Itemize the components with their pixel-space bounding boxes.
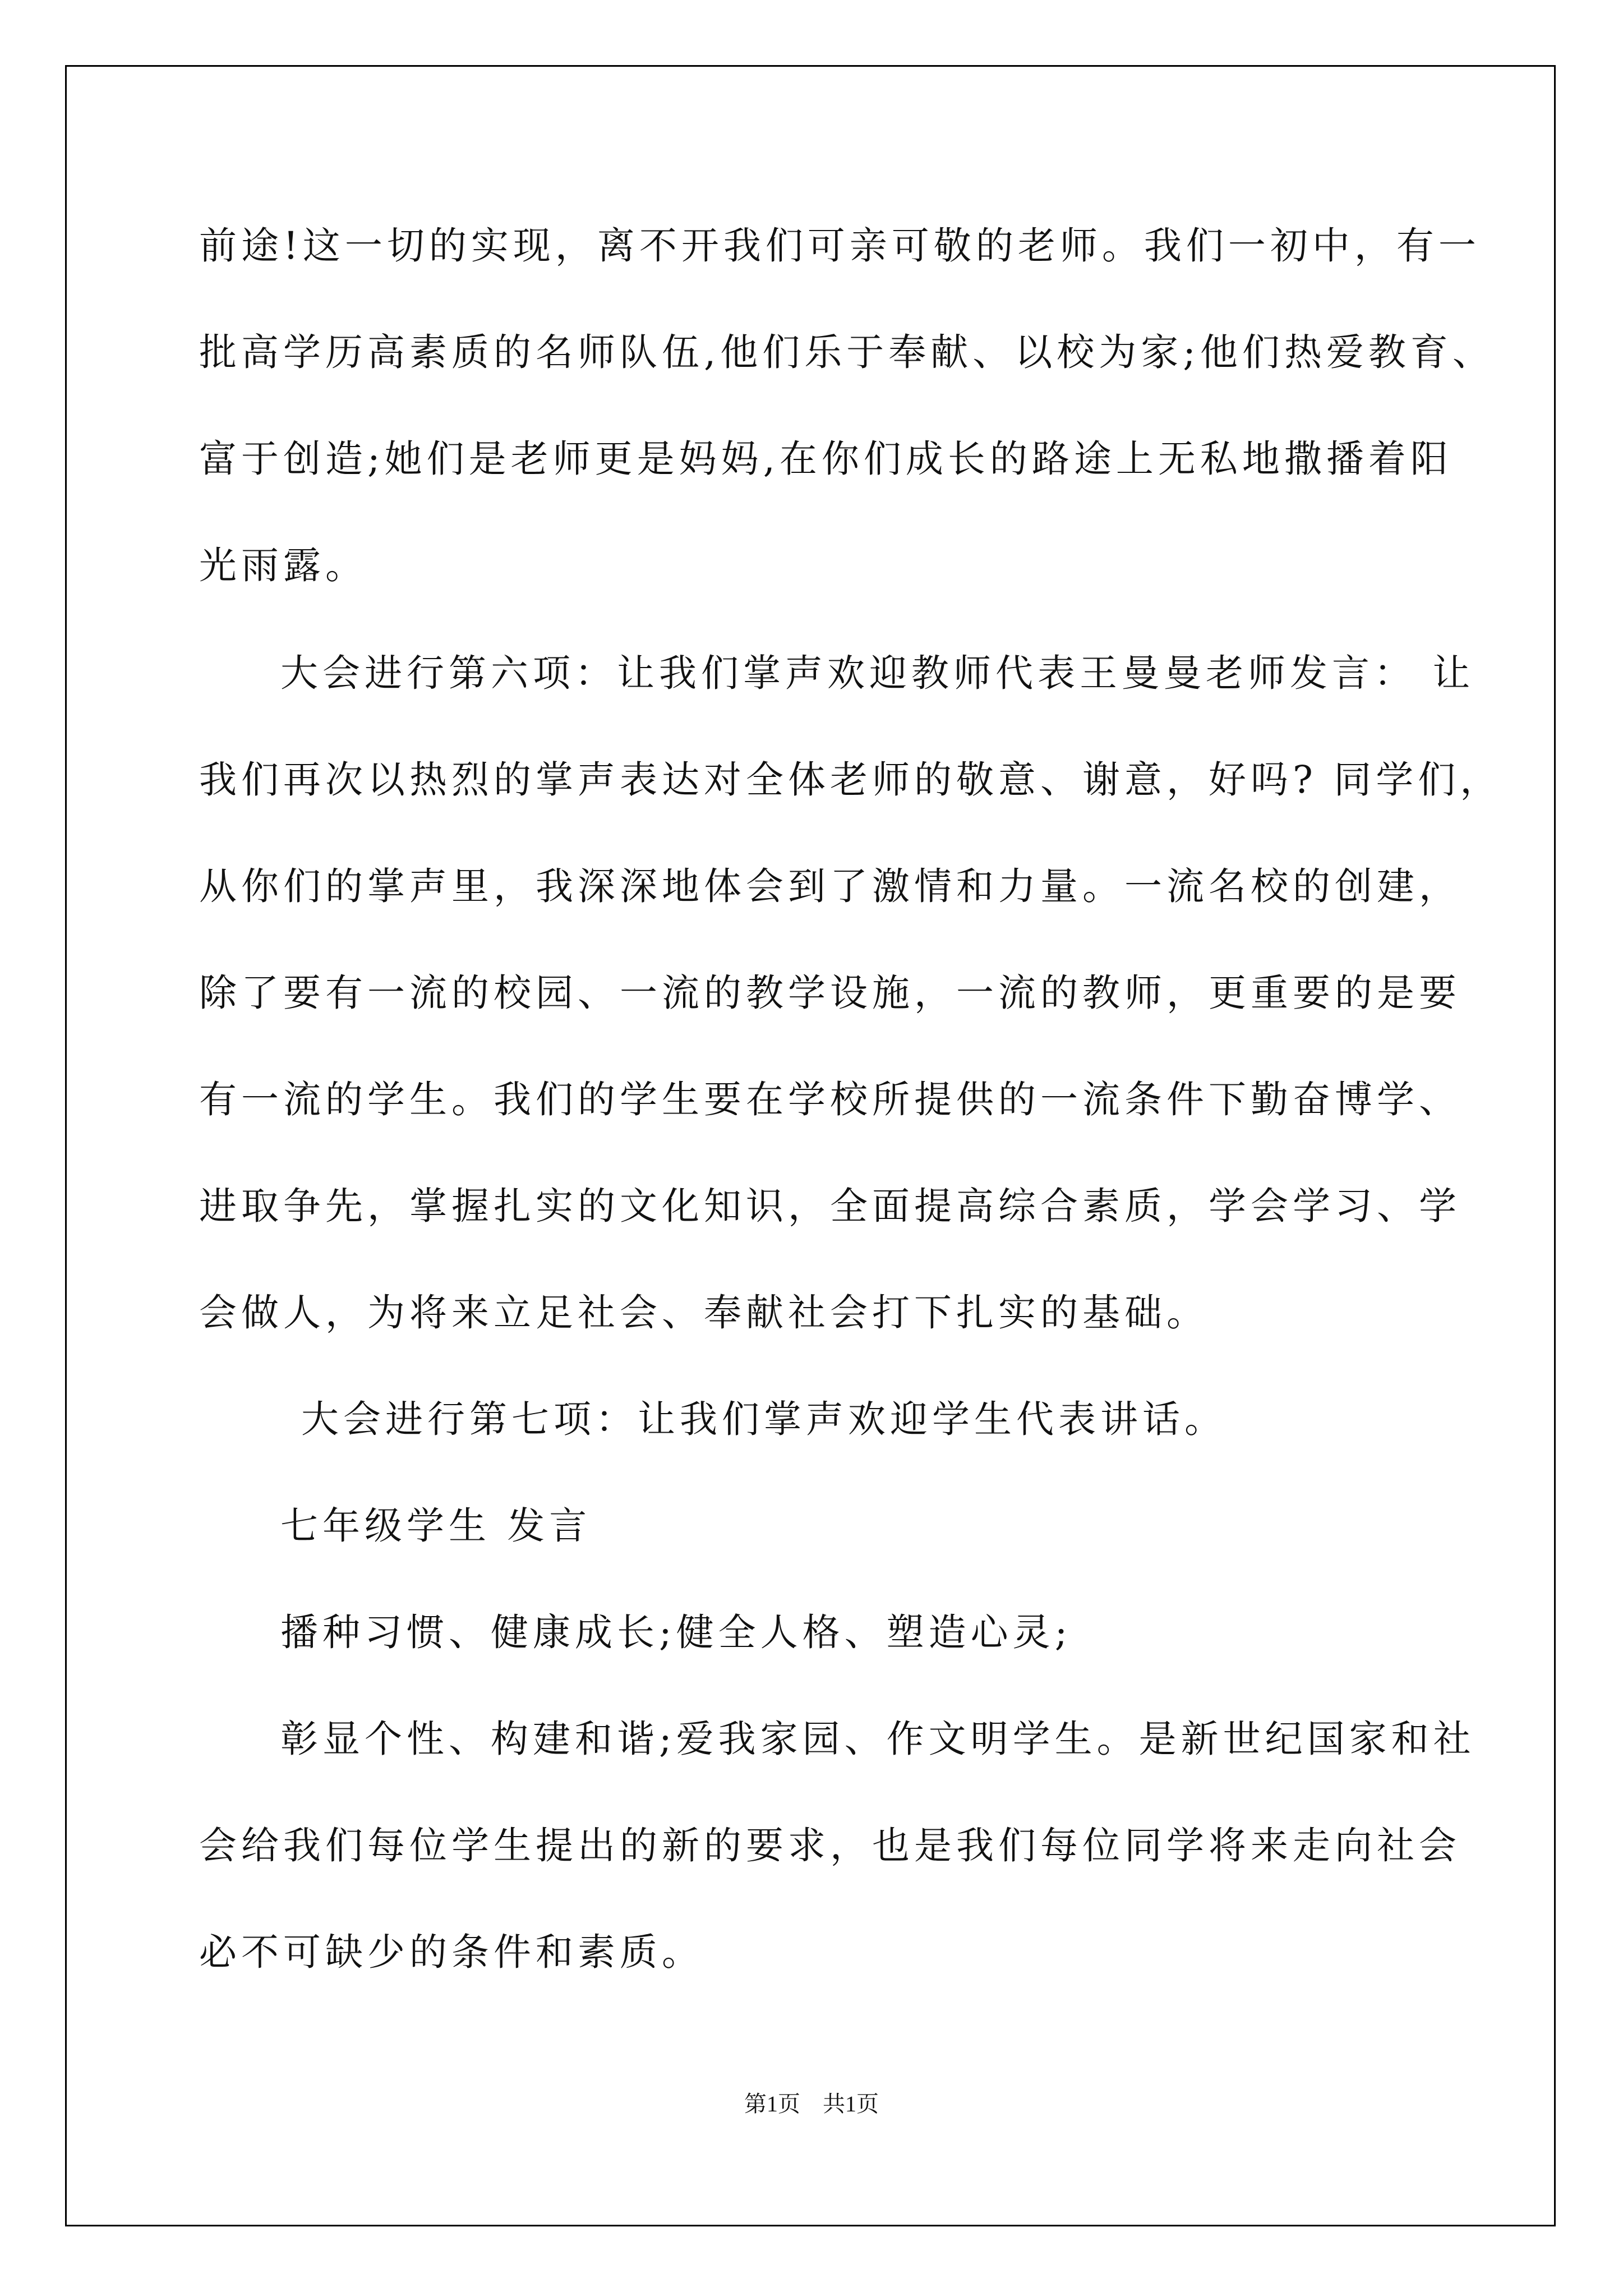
paragraph-line: 有一流的学生。我们的学生要在学校所提供的一流条件下勤奋博学、 [199,1078,1461,1121]
paragraph-line: 播种习惯、健康成长;健全人格、塑造心灵; [280,1611,1072,1654]
paragraph-line: 除了要有一流的校园、一流的教学设施，一流的教师，更重要的是要 [199,971,1461,1015]
paragraph-line: 我们再次以热烈的掌声表达对全体老师的敬意、谢意，好吗? 同学们， [199,758,1502,802]
paragraph-line: 光雨露。 [199,544,367,587]
paragraph-line: 大会进行第六项：让我们掌声欢迎教师代表王曼曼老师发言： 让 [280,651,1475,695]
paragraph-line: 富于创造;她们是老师更是妈妈,在你们成长的路途上无私地撒播着阳 [199,437,1453,481]
paragraph-line: 前途!这一切的实现，离不开我们可亲可敬的老师。我们一初中，有一 [199,224,1481,268]
paragraph-line: 必不可缺少的条件和素质。 [199,1930,704,1974]
paragraph-line: 从你们的掌声里，我深深地体会到了激情和力量。一流名校的创建， [199,864,1461,908]
paragraph-line: 大会进行第七项：让我们掌声欢迎学生代表讲话。 [301,1397,1227,1441]
page-number-total: 共1页 [823,2091,879,2116]
paragraph-line: 会做人，为将来立足社会、奉献社会打下扎实的基础。 [199,1291,1209,1335]
paragraph-line: 彰显个性、构建和谐;爱我家园、作文明学生。是新世纪国家和社 [280,1717,1476,1761]
page-footer [0,2091,1623,2118]
page-number-current: 第1页 [744,2091,800,2116]
page-border [65,65,1556,2226]
paragraph-line: 会给我们每位学生提出的新的要求，也是我们每位同学将来走向社会 [199,1824,1461,1867]
paragraph-line: 进取争先，掌握扎实的文化知识，全面提高综合素质，学会学习、学 [199,1184,1461,1228]
paragraph-line: 批高学历高素质的名师队伍,他们乐于奉献、以校为家;他们热爱教育、 [199,330,1495,374]
paragraph-line: 七年级学生 发言 [280,1504,592,1548]
